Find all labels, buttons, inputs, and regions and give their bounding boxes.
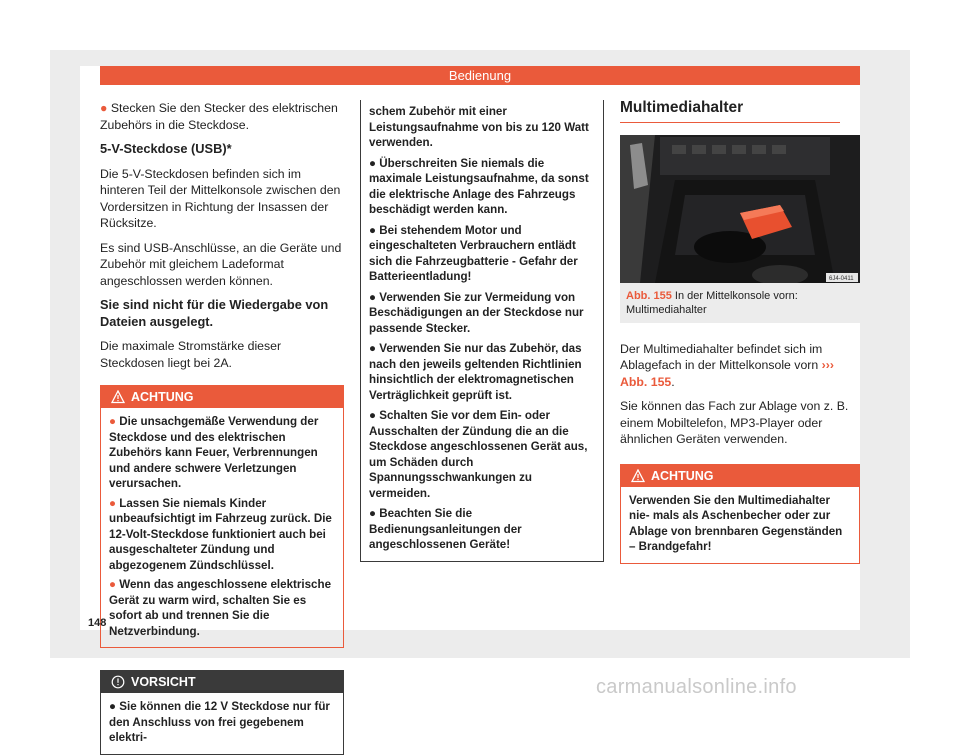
warning-body — [621, 487, 859, 563]
warning-triangle-icon — [111, 390, 125, 404]
warning-triangle-icon — [631, 469, 645, 483]
warning-header: ACHTUNG — [101, 386, 343, 408]
figure-caption: Abb. 155 In der Mittelkonsole vorn: Multimediahalter — [620, 283, 860, 323]
warning-header: ACHTUNG — [621, 465, 859, 487]
figure-reference-arrow: ››› — [821, 358, 834, 372]
section-header: Bedienung — [100, 66, 860, 85]
list-item: ● Verwenden Sie zur Vermeidung von Beschädigungen an der Steckdose nur passende Stecker. — [369, 290, 584, 335]
figure-reference-link[interactable]: Abb. 155 — [620, 374, 672, 389]
list-item: ● Lassen Sie niemals Kinder unbeaufsichtigt im Fahrzeug zurück. Die 12-Volt-Steckdose funktioniert auch bei ausgeschalteter Zündung und abgezogenem Zündschlüssel. — [109, 496, 332, 572]
warning-box — [100, 385, 344, 648]
paragraph: Es sind USB-Anschlüsse, an die Geräte und Zubehör mit gleichem Ladeformat angeschlossen werden können. — [100, 240, 342, 288]
list-item: ● Verwenden Sie nur das Zubehör, das nach den jeweils geltenden Richtlinien hinsichtlich der elektromagnetischen Verträglichkeit geprüft ist. — [369, 342, 582, 402]
warning-body — [101, 408, 343, 647]
list-item: schem Zubehör mit einer Leistungsaufnahme von bis zu 120 Watt verwenden. — [369, 105, 589, 149]
caution-body — [101, 693, 343, 754]
paragraph: ● Stecken Sie den Stecker des elektrischen Zubehörs in die Steckdose. — [100, 101, 338, 132]
paragraph: Die maximale Stromstärke dieser Steckdosen liegt bei 2A. — [100, 339, 282, 370]
list-item: ● Schalten Sie vor dem Ein- oder Ausschalten der Zündung die an die Steckdose angeschlossenen Gerät aus, um Schäden durch Spannungsschwankungen zu vermeiden. — [369, 409, 588, 500]
list-item: ● Die unsachgemäße Verwendung der Steckdose und des elektrischen Zubehörs kann Feuer, Verbrennungen und andere schwere Verletzungen verursachen. — [109, 415, 319, 490]
caution-header: VORSICHT — [101, 671, 343, 693]
list-item: ● Bei stehendem Motor und eingeschalteten Verbrauchern entlädt sich die Fahrzeugbatterie - Gefahr der Batterieentladung! — [369, 223, 578, 283]
list-item: ● Beachten Sie die Bedienungsanleitungen der angeschlossenen Geräte! — [369, 507, 522, 551]
list-item: ● Sie können die 12 V Steckdose nur für den Anschluss von frei gegebenem elektri- — [109, 700, 330, 744]
column-middle — [360, 100, 604, 562]
caution-box-continued — [360, 100, 604, 562]
subheading-usb: 5-V-Steckdose (USB)* — [100, 141, 232, 156]
caution-box — [100, 670, 344, 755]
list-item: ● Wenn das angeschlossene elektrische Gerät zu warm wird, schalten Sie es sofort ab und trennen Sie die Netzverbindung. — [109, 578, 332, 638]
info-circle-icon — [111, 675, 125, 689]
subheading-playback: Sie sind nicht für die Wiedergabe von Dateien ausgelegt. — [100, 297, 329, 329]
console-photo — [620, 135, 860, 283]
paragraph: Der Multimediahalter befindet sich im Ablagefach in der Mittelkonsole vorn ››› Abb. 155. — [620, 341, 834, 389]
warning-text: Verwenden Sie den Multimediahalter nie- mals als Aschenbecher oder zur Ablage von brennbaren Gegenständen – Brandgefahr! — [629, 493, 843, 553]
section-title: Multimediahalter — [620, 100, 840, 123]
warning-box — [620, 464, 860, 564]
watermark: carmanualsonline.info — [596, 676, 797, 698]
column-right — [620, 100, 860, 564]
page-number: 148 — [88, 617, 107, 629]
paragraph: Die 5-V-Steckdosen befinden sich im hinteren Teil der Mittelkonsole zwischen den Vordersitzen in Richtung der Insassen der Rücksitze. — [100, 166, 341, 230]
paragraph: Sie können das Fach zur Ablage von z. B. einem Mobiltelefon, MP3-Player oder ähnlichen Geräten verwenden. — [620, 399, 849, 446]
column-left — [100, 100, 344, 755]
figure-label: Abb. 155 — [626, 289, 672, 302]
figure-code: 6J4-0411 — [829, 275, 854, 282]
figure-image — [620, 135, 860, 283]
bullet-icon: ● — [100, 101, 108, 115]
list-item: ● Überschreiten Sie niemals die maximale Leistungsaufnahme, da sonst die elektrische Anlage des Fahrzeugs beschädigt werden kann. — [369, 156, 589, 216]
